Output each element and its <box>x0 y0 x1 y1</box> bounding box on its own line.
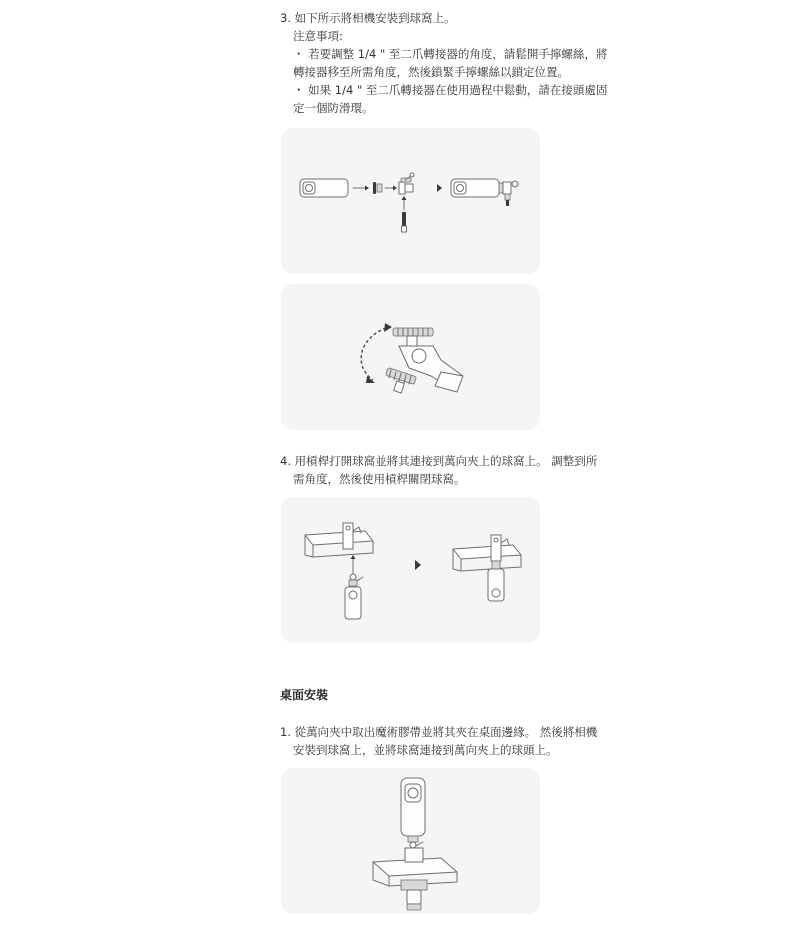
play-triangle-icon <box>437 184 442 192</box>
screw-icon <box>402 212 407 232</box>
section-heading: 桌面安裝 <box>280 688 329 702</box>
desk-line1: 1. 從萬向夾中取出魔術膠帶並將其夾在桌面邊緣。 然後將相機 <box>280 725 598 739</box>
desk-mount-section <box>280 686 650 703</box>
desk-mount-illustration <box>281 768 540 914</box>
clamp-attach-illustration <box>281 497 540 643</box>
play-triangle-icon <box>415 560 421 570</box>
desk-line2: 安裝到球窩上，並將球窩連接到萬向夾上的球頭上。 <box>293 743 558 757</box>
clamp-icon <box>305 523 373 557</box>
step3-text <box>280 9 650 117</box>
assembled-camera-icon <box>451 179 518 206</box>
note-bullet-2b: 定一個防滑環。 <box>293 101 374 115</box>
adapter-closeup-icon <box>385 328 463 393</box>
adapter-icon <box>399 173 414 194</box>
camera-adapter-assembly-illustration <box>281 128 540 274</box>
note-title: 注意事項: <box>293 29 343 43</box>
arrow-up-icon <box>351 555 356 573</box>
step4-line2: 需角度，然後使用槓桿關閉球窩。 <box>293 472 466 486</box>
clamp-with-camera-icon <box>453 535 521 601</box>
step4-line1: 4. 用槓桿打開球窩並將其連接到萬向夾上的球窩上。 調整到所 <box>280 454 598 468</box>
arrow-right-icon <box>385 186 397 191</box>
arrow-up-icon <box>402 196 407 210</box>
adapter-rotation-illustration <box>281 284 540 430</box>
desk-text <box>280 723 650 759</box>
camera-icon <box>300 179 348 197</box>
note-bullet-2a: ・ 如果 1/4 " 至二爪轉接器在使用過程中鬆動，請在接頭處固 <box>293 83 608 97</box>
note-bullet-1b: 轉接器移至所需角度，然後鎖緊手擰螺絲以鎖定位置。 <box>293 65 569 79</box>
arrow-right-icon <box>353 186 369 191</box>
desk-clamp-icon <box>373 848 457 910</box>
step3-line: 3. 如下所示將相機安裝到球窩上。 <box>280 11 456 25</box>
camera-icon <box>401 778 425 848</box>
anti-slip-ring-icon <box>373 182 382 194</box>
note-bullet-1a: ・ 若要調整 1/4 " 至二爪轉接器的角度，請鬆開手擰螺絲，將 <box>293 47 608 61</box>
step4-text <box>280 452 650 488</box>
camera-icon <box>345 574 363 619</box>
